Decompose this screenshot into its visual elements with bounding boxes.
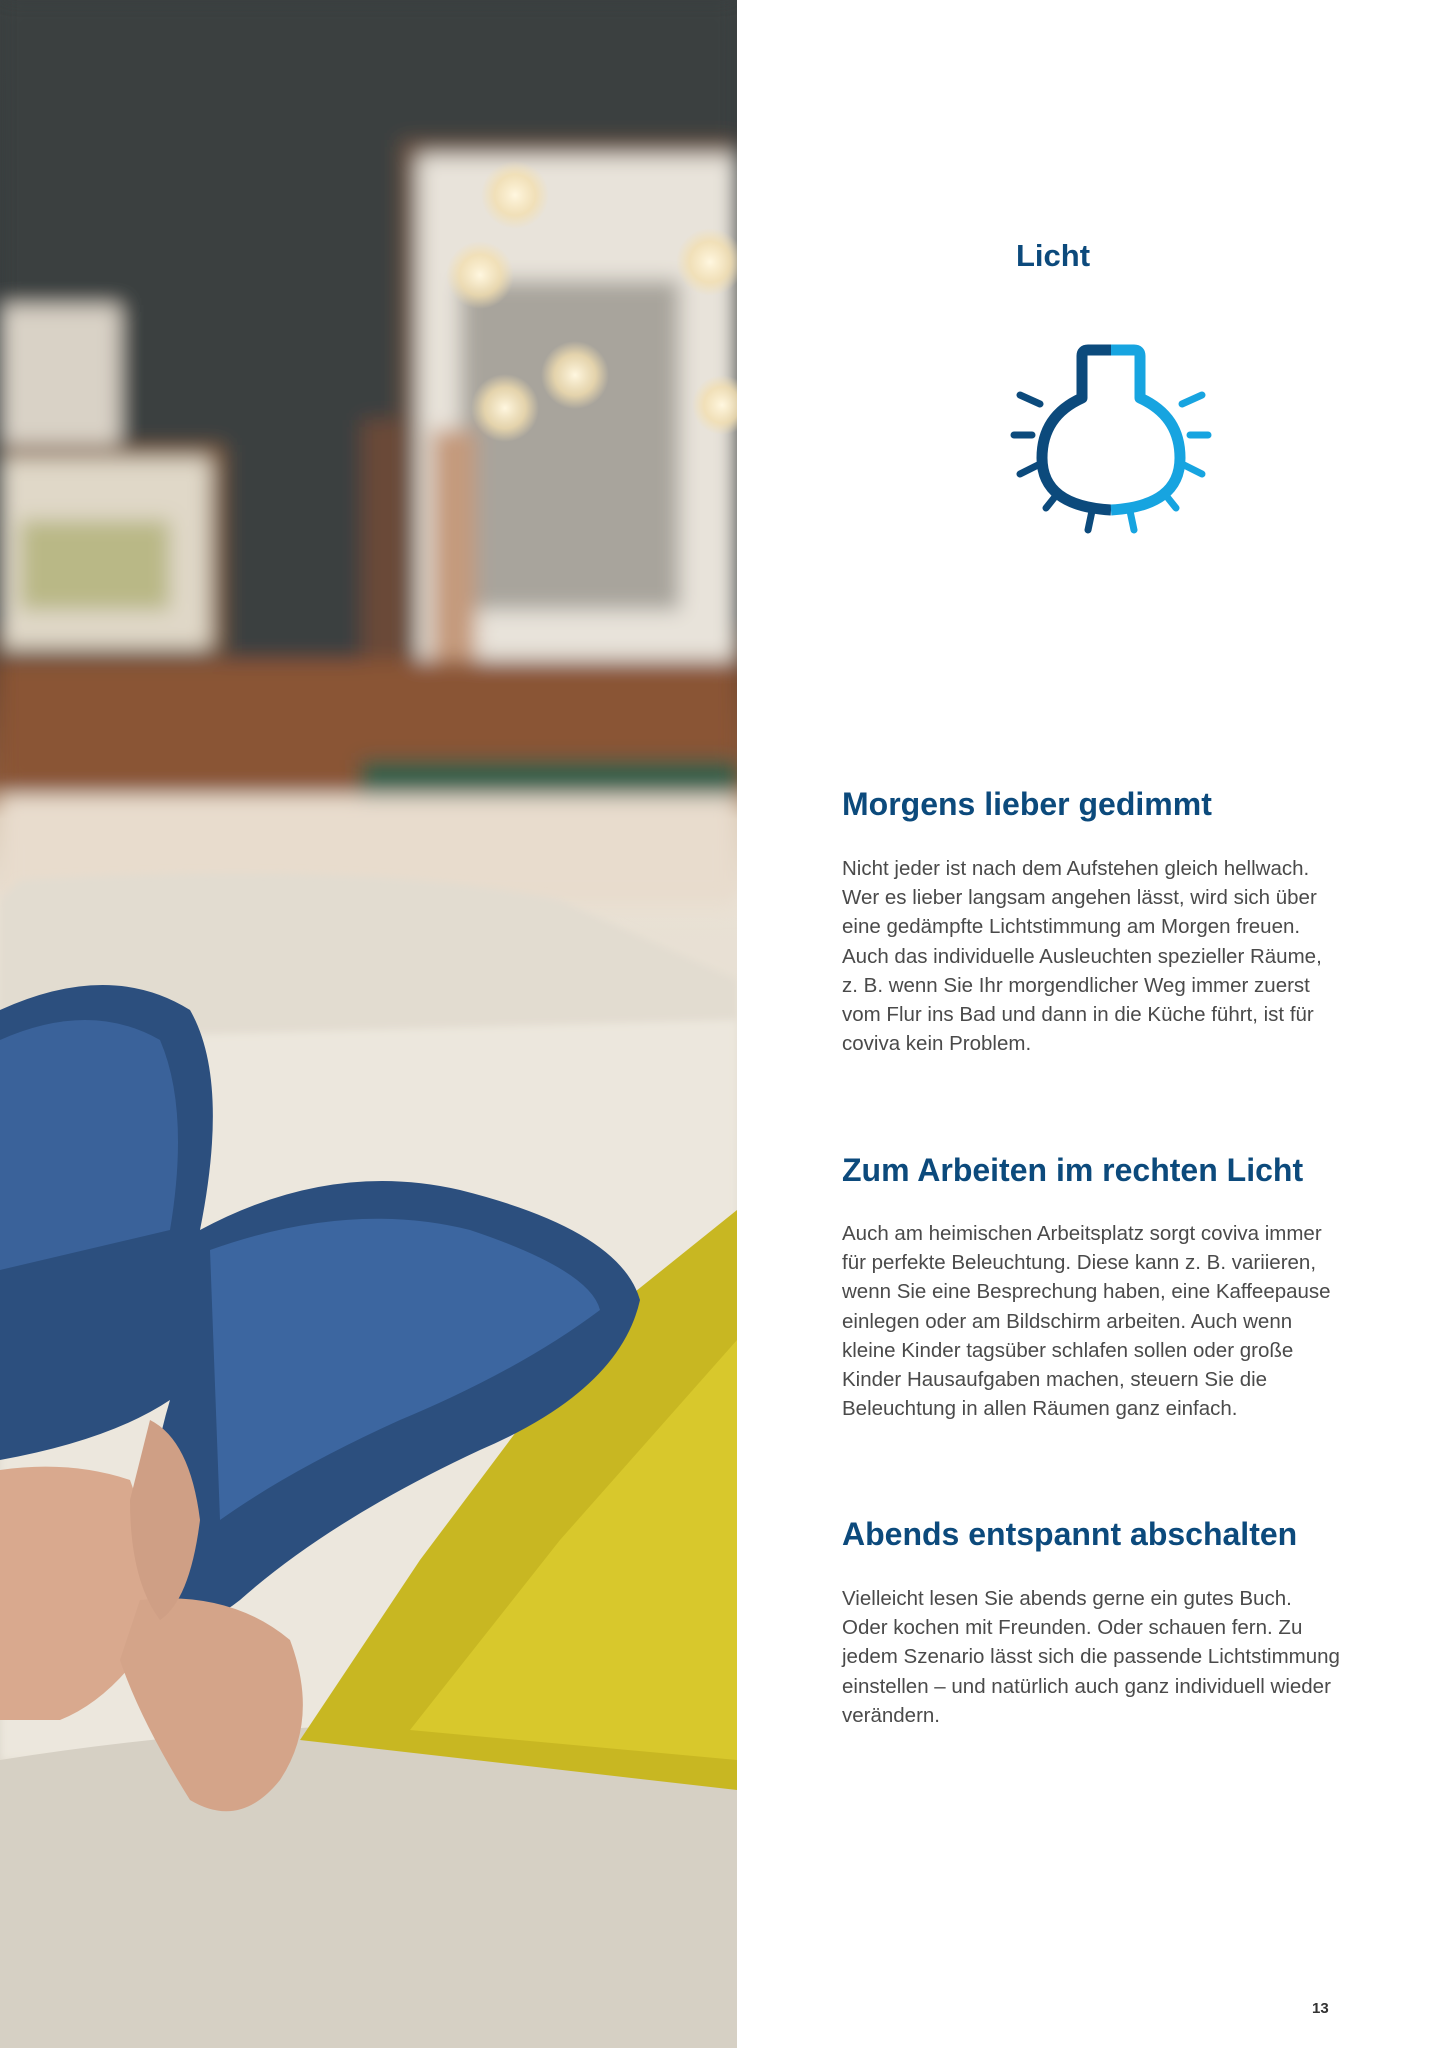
section-heading-morning: Morgens lieber gedimmt — [842, 786, 1212, 822]
section-body-evening: Vielleicht lesen Sie abends gerne ein gutes Buch. Oder kochen mit Freunden. Oder schauen fern. Zu jedem Szenario lässt sich die passende Lichtstimmung einstellen – und natürlich auch ganz individuell wieder verändern. — [842, 1587, 1340, 1727]
page-number: 13 — [1312, 2000, 1329, 2017]
section-title: Licht — [1016, 238, 1091, 273]
section-heading-evening: Abends entspannt abschalten — [842, 1516, 1298, 1552]
section-heading-work: Zum Arbeiten im rechten Licht — [842, 1152, 1304, 1188]
section-body-work: Auch am heimischen Arbeitsplatz sorgt coviva immer für perfekte Beleuchtung. Diese kann z. B. variieren, wenn Sie eine Besprechung haben, eine Kaffeepause einlegen oder am Bildschirm arbeiten. Auch wenn kleine Kinder tagsüber schlafen sollen oder große Kinder Hausaufgaben machen, steuern Sie die Beleuchtung in allen Räumen ganz einfach. — [842, 1222, 1331, 1421]
section-body-morning: Nicht jeder ist nach dem Aufstehen gleich hellwach. Wer es lieber langsam angehen lässt, wird sich über eine gedämpfte Lichtstimmung am Morgen freuen. Auch das individuelle Ausleuchten spezieller Räume, z. B. wenn Sie Ihr morgendlicher Weg immer zuerst vom Flur ins Bad und dann in die Küche führt, ist für coviva kein Problem. — [842, 857, 1322, 1056]
light-bulb-icon — [1006, 340, 1216, 540]
